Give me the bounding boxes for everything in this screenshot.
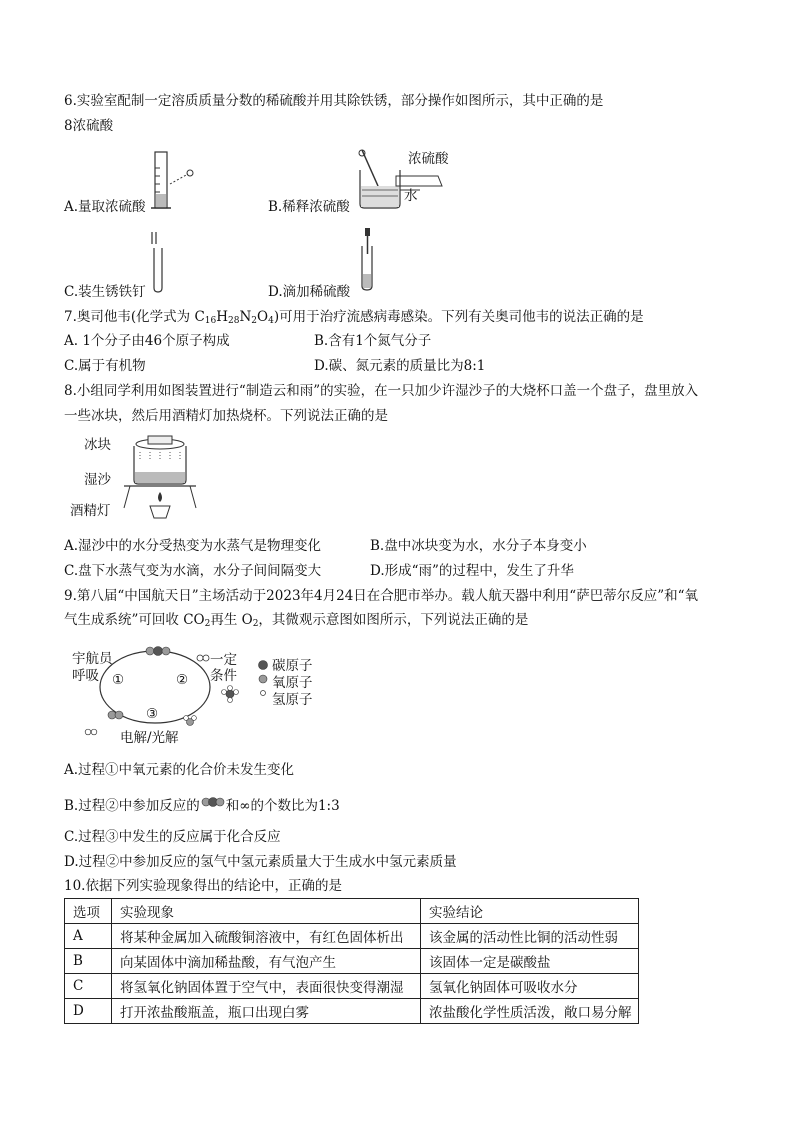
q10-stem: 10.依据下列实验现象得出的结论中，正确的是 [64,878,342,894]
q8-option-d: D.形成“雨”的过程中，发生了升华 [370,563,574,579]
q7-stem: 7.奥司他韦(化学式为 $C_{16}H_{28}N_2O_4$)可用于治疗流感病毒感染。下列有关奥司他韦的说法正确的是 [64,309,644,326]
fig-label-lamp: 酒精灯 [70,503,111,519]
q6-stem: 6.实验室配制一定溶质质量分数的稀硫酸并用其除铁锈，部分操作如图所示，其中正确的是 [64,93,604,109]
q8-option-c: C.盘下水蒸气变为水滴，水分子间间隔变大 [64,563,322,579]
row-conclusion: 该金属的活动性比铜的活动性弱 [421,924,639,949]
fig-step-2: ② [176,672,189,688]
fig-step-3: ③ [146,706,159,722]
q8-option-b: B.盘中冰块变为水，水分子本身变小 [370,538,587,554]
q7-option-b: B.含有1个氮气分子 [314,333,432,349]
legend-hydrogen: 氢原子 [272,692,313,708]
row-conclusion: 浓盐酸化学性质活泼，敞口易分解 [421,999,639,1024]
table-row [65,999,639,1024]
dropper-figure [356,226,396,294]
row-phenomenon: 打开浓盐酸瓶盖，瓶口出现白雾 [112,999,421,1024]
cloud-rain-apparatus-figure [120,432,200,524]
q7-option-d: D.碳、氮元素的质量比为8:1 [314,358,486,374]
row-conclusion: 该固体一定是碳酸盐 [421,949,639,974]
fig-label-conc-acid: 浓硫酸 [408,151,449,167]
fig-label-sand: 湿沙 [84,472,111,488]
q10-table [64,898,639,1024]
table-row [65,974,639,999]
header-conclusion: 实验结论 [421,899,639,924]
row-option: A [65,924,112,949]
row-phenomenon: 将某种金属加入硫酸铜溶液中，有红色固体析出 [112,924,421,949]
header-phenomenon: 实验现象 [112,899,421,924]
fig-label-water: 水 [404,188,418,204]
table-row [65,949,639,974]
q9-option-c: C.过程③中发生的反应属于化合反应 [64,829,281,845]
q6-option-a: A.量取浓硫酸 [64,199,146,215]
legend-oxygen: 氧原子 [272,675,313,691]
q6-note: 8浓硫酸 [64,118,114,134]
q7-option-c: C.属于有机物 [64,358,146,374]
legend-carbon: 碳原子 [272,658,313,674]
q9-stem-line1: 9.第八届“中国航天日”主场活动于2023年4月24日在合肥市举办。载人航天器中利用“萨巴蒂尔反应”和“氧 [64,588,699,604]
header-option: 选项 [65,899,112,924]
row-phenomenon: 向某固体中滴加稀盐酸，有气泡产生 [112,949,421,974]
row-phenomenon: 将氢氧化钠固体置于空气中，表面很快变得潮湿 [112,974,421,999]
co2-molecule-icon [200,796,226,808]
row-option: D [65,999,112,1024]
table-header-row [65,899,639,924]
q9-option-b: B.过程②中参加反应的 和∞的个数比为1:3 [64,798,340,814]
fig-condition-line2: 条件 [210,668,237,684]
row-conclusion: 氢氧化钠固体可吸收水分 [421,974,639,999]
row-option: B [65,949,112,974]
q8-stem-line2: 一些冰块，然后用酒精灯加热烧杯。下列说法正确的是 [64,408,388,424]
fig-astronaut-line1: 宇航员 [72,651,113,667]
table-row [65,924,639,949]
q8-option-a: A.湿沙中的水分受热变为水蒸气是物理变化 [64,538,322,554]
fig-condition-line1: 一定 [210,652,237,668]
q6-option-c: C.装生锈铁钉 [64,284,146,300]
q6-option-d: D.滴加稀硫酸 [268,284,351,300]
graduated-cylinder-figure [140,148,210,214]
q9-option-a: A.过程①中氧元素的化合价未发生变化 [64,762,295,778]
q6-option-b: B.稀释浓硫酸 [268,199,350,215]
fig-astronaut-line2: 呼吸 [72,668,99,684]
fig-label-ice: 冰块 [84,437,111,453]
test-tube-nail-figure [140,228,180,294]
q8-stem-line1: 8.小组同学利用如图装置进行“制造云和雨”的实验，在一只加少许湿沙子的大烧杯口盖一个盘子，盘里放入 [64,383,699,399]
fig-electrolysis-label: 电解/光解 [120,730,179,746]
q9-stem-line2: 气生成系统”可回收 $CO_2$再生 $O_2$，其微观示意图如图所示，下列说法正确的是 [64,612,529,629]
row-option: C [65,974,112,999]
q7-option-a: A. 1个分子由46个原子构成 [64,333,230,349]
q9-option-d: D.过程②中参加反应的氢气中氢元素质量大于生成水中氢元素质量 [64,854,457,870]
fig-step-1: ① [112,672,125,688]
